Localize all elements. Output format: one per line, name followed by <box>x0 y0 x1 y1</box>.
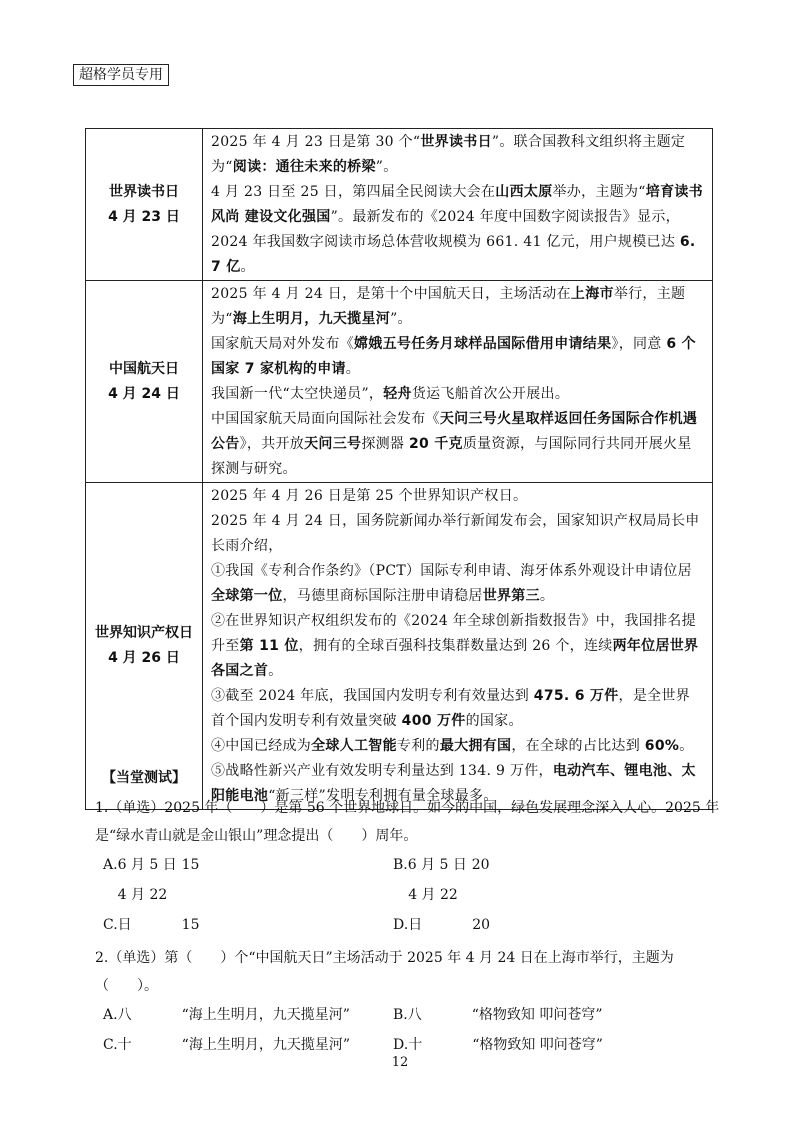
highlight-text: 两年位居世界各国之首 <box>211 638 699 679</box>
event-date: 4 月 26 日 <box>108 650 180 666</box>
event-paragraph <box>211 609 704 684</box>
event-paragraph <box>211 509 704 559</box>
event-row <box>86 483 713 810</box>
option-part-a: 十 <box>408 1037 423 1053</box>
paragraph-text: ，拥有的全球百强科技集群数量达到 26 个，连续 <box>298 638 613 654</box>
highlight-text: 60% <box>644 738 680 754</box>
highlight-text: 嫦娥五号任务月球样品国际借用申请结果 <box>354 336 612 352</box>
option-b <box>393 850 683 880</box>
question-text: 2.（单选）第（ ）个“中国航天日”主场活动于 2025 年 4 月 24 日在上海市举行，主题为（ ）。 <box>95 950 674 994</box>
option-part-b: 20 <box>472 917 491 933</box>
option-letter: D. <box>393 917 409 933</box>
paragraph-text: ②在世界知识产权组织发布的《2024 年全球创新指数报告》中，我国排名提升至 <box>211 613 696 654</box>
event-paragraph <box>211 130 704 180</box>
option-part-a: 八 <box>117 1007 132 1023</box>
highlight-text: 天问三号 <box>304 436 362 452</box>
event-row <box>86 281 713 483</box>
highlight-text: 全球人工智能 <box>311 738 397 754</box>
paragraph-text: ，是全世界首个国内发明专利有效量突破 <box>211 688 691 729</box>
paragraph-text: ①我国《专利合作条约》（PCT）国际专利申请、海牙体系外观设计申请位居 <box>211 563 692 579</box>
option-part-b: 20 <box>471 857 490 873</box>
event-content-cell <box>203 483 713 810</box>
paragraph-text: 我国新一代“太空快递员”， <box>211 386 384 402</box>
event-label-cell <box>86 483 203 810</box>
option-part-b: “海上生明月，九天揽星河” <box>181 1007 350 1023</box>
option-part-a: 6 月 5 日 <box>117 857 177 873</box>
question-text: 1.（单选）2025 年（ ）是第 56 个世界地球日。如今的中国，绿色发展理念深入人心。2025 年是“绿水青山就是金山银山”理念提出（ ）周年。 <box>95 800 720 844</box>
highlight-text: 上海市 <box>570 286 614 302</box>
event-paragraph <box>211 484 704 509</box>
option-part-b: “海上生明月，九天揽星河” <box>181 1037 350 1053</box>
option-part-b: 15 <box>181 917 200 933</box>
event-row <box>86 129 713 281</box>
paragraph-text: “新三样”发明专利拥有量全球最多。 <box>268 788 498 804</box>
event-paragraph <box>211 407 704 482</box>
paragraph-text: ”。最新发布的《2024 年度中国数字阅读报告》显示，2024 年我国数字阅读市场总体营收规模为 661. 41 亿元，用户规模已达 <box>211 209 680 250</box>
paragraph-text: 。 <box>240 259 255 275</box>
event-content-cell <box>203 281 713 483</box>
option-a <box>103 850 393 880</box>
event-paragraph <box>211 382 704 407</box>
paragraph-text: ，在全球的占比达到 <box>511 738 645 754</box>
event-paragraph <box>211 332 704 382</box>
quiz-section <box>95 766 720 1060</box>
event-name: 中国航天日 <box>109 360 179 377</box>
highlight-text: 电动汽车、锂电池、太阳能电池 <box>211 763 696 804</box>
event-paragraph <box>211 559 704 609</box>
option-part-b: “格物致知 叩问苍穹” <box>472 1037 603 1053</box>
option-part-b: “格物致知 叩问苍穹” <box>471 1007 603 1023</box>
option-a <box>103 1000 393 1030</box>
paragraph-text: 。 <box>345 361 361 377</box>
highlight-text: 20 千克 <box>408 436 463 452</box>
highlight-text: 6 个国家 7 家机构的申请 <box>211 336 696 377</box>
highlight-text: 山西太原 <box>495 184 553 200</box>
paragraph-text: 》，同意 <box>611 336 667 352</box>
paragraph-text: 中国国家航天局面向国际社会发布《 <box>211 411 440 427</box>
highlight-text: 400 万件 <box>401 713 466 729</box>
paragraph-text: 2025 年 4 月 26 日是第 25 个世界知识产权日。 <box>211 488 528 504</box>
option-part-a: 十 <box>117 1037 132 1053</box>
option-letter: D. <box>393 1037 409 1053</box>
event-date: 4 月 24 日 <box>108 385 180 402</box>
paragraph-text: 专利的 <box>396 738 440 754</box>
event-paragraph <box>211 282 704 332</box>
highlight-text: 海上生明月，九天揽星河 <box>232 311 391 327</box>
paragraph-text: 货运飞船首次公开展出。 <box>411 386 570 402</box>
paragraph-text: 2025 年 4 月 24 日，是第十个中国航天日，主场活动在 <box>211 286 571 302</box>
paragraph-text: ⑤战略性新兴产业有效发明专利量达到 134. 9 万件， <box>211 763 553 779</box>
paragraph-text: ④中国已经成为 <box>211 738 312 754</box>
highlight-text: 最大拥有国 <box>439 738 512 754</box>
highlight-text: 6. 7 亿 <box>211 234 696 275</box>
events-table <box>85 128 713 810</box>
highlight-text: 轻舟 <box>383 386 412 402</box>
option-c <box>103 880 393 940</box>
paragraph-text: 4 月 23 日至 25 日，第四届全民阅读大会在 <box>211 184 496 200</box>
paragraph-text: 的国家。 <box>465 713 523 729</box>
options-grid <box>103 1000 720 1060</box>
option-letter: C. <box>103 1037 118 1053</box>
option-b <box>393 1000 683 1030</box>
option-part-b: 15 <box>181 857 200 873</box>
event-paragraph <box>211 734 704 759</box>
page-number: 12 <box>391 1055 409 1070</box>
highlight-text: 培育读书风尚 建设文化强国 <box>211 184 703 225</box>
paragraph-text: 国家航天局对外发布《 <box>211 336 354 352</box>
options-grid <box>103 850 720 940</box>
option-letter: B. <box>393 857 408 873</box>
option-part-a: 6 月 5 日 <box>407 857 467 873</box>
highlight-text: 第 11 位 <box>239 638 299 654</box>
paragraph-text: 举办，主题为“ <box>552 184 646 200</box>
option-letter: A. <box>103 857 118 873</box>
event-label-cell <box>86 129 203 281</box>
event-date: 4 月 23 日 <box>108 208 180 225</box>
event-name: 世界读书日 <box>109 183 179 200</box>
paragraph-text: ”。 <box>390 311 412 327</box>
highlight-text: 全球第一位 <box>211 588 283 604</box>
highlight-text: 天问三号火星取样返回任务国际合作机遇公告 <box>211 411 698 452</box>
option-part-a: 4 月 22 日 <box>408 887 458 933</box>
paragraph-text: 探测器 <box>361 436 409 452</box>
paragraph-text: ”。 <box>375 159 398 175</box>
paragraph-text: 质量资源，与国际同行共同开展火星探测与研究。 <box>211 436 692 477</box>
option-letter: B. <box>393 1007 408 1023</box>
option-d <box>393 880 683 940</box>
paragraph-text: 。 <box>539 588 555 604</box>
paragraph-text: 举行，主题为“ <box>211 286 686 327</box>
event-name: 世界知识产权日 <box>95 625 193 641</box>
event-label-cell <box>86 281 203 483</box>
quiz-title: 【当堂测试】 <box>102 770 186 786</box>
paragraph-text: 。 <box>268 663 283 679</box>
highlight-text: 世界读书日 <box>420 134 492 150</box>
option-part-a: 4 月 22 日 <box>117 887 168 933</box>
highlight-text: 475. 6 万件 <box>533 688 619 704</box>
event-paragraph <box>211 180 704 280</box>
event-paragraph <box>211 684 704 734</box>
highlight-text: 世界第三 <box>482 588 540 604</box>
option-letter: A. <box>103 1007 118 1023</box>
paragraph-text: ”。联合国教科文组织将主题定为“ <box>211 134 686 175</box>
paragraph-text: ③截至 2024 年底，我国国内发明专利有效量达到 <box>211 688 534 704</box>
paragraph-text: 》，共开放 <box>239 436 305 452</box>
option-part-a: 八 <box>407 1007 422 1023</box>
paragraph-text: 2025 年 4 月 24 日，国务院新闻办举行新闻发布会，国家知识产权局局长申长雨介绍， <box>211 513 700 554</box>
option-letter: C. <box>103 917 118 933</box>
header-tag: 超格学员专用 <box>73 64 169 86</box>
paragraph-text: ，马德里商标国际注册申请稳居 <box>282 588 483 604</box>
paragraph-text: 2025 年 4 月 23 日是第 30 个“ <box>211 134 421 150</box>
paragraph-text: 。 <box>679 738 694 754</box>
highlight-text: 阅读：通往未来的桥梁 <box>232 159 376 175</box>
event-content-cell <box>203 129 713 281</box>
